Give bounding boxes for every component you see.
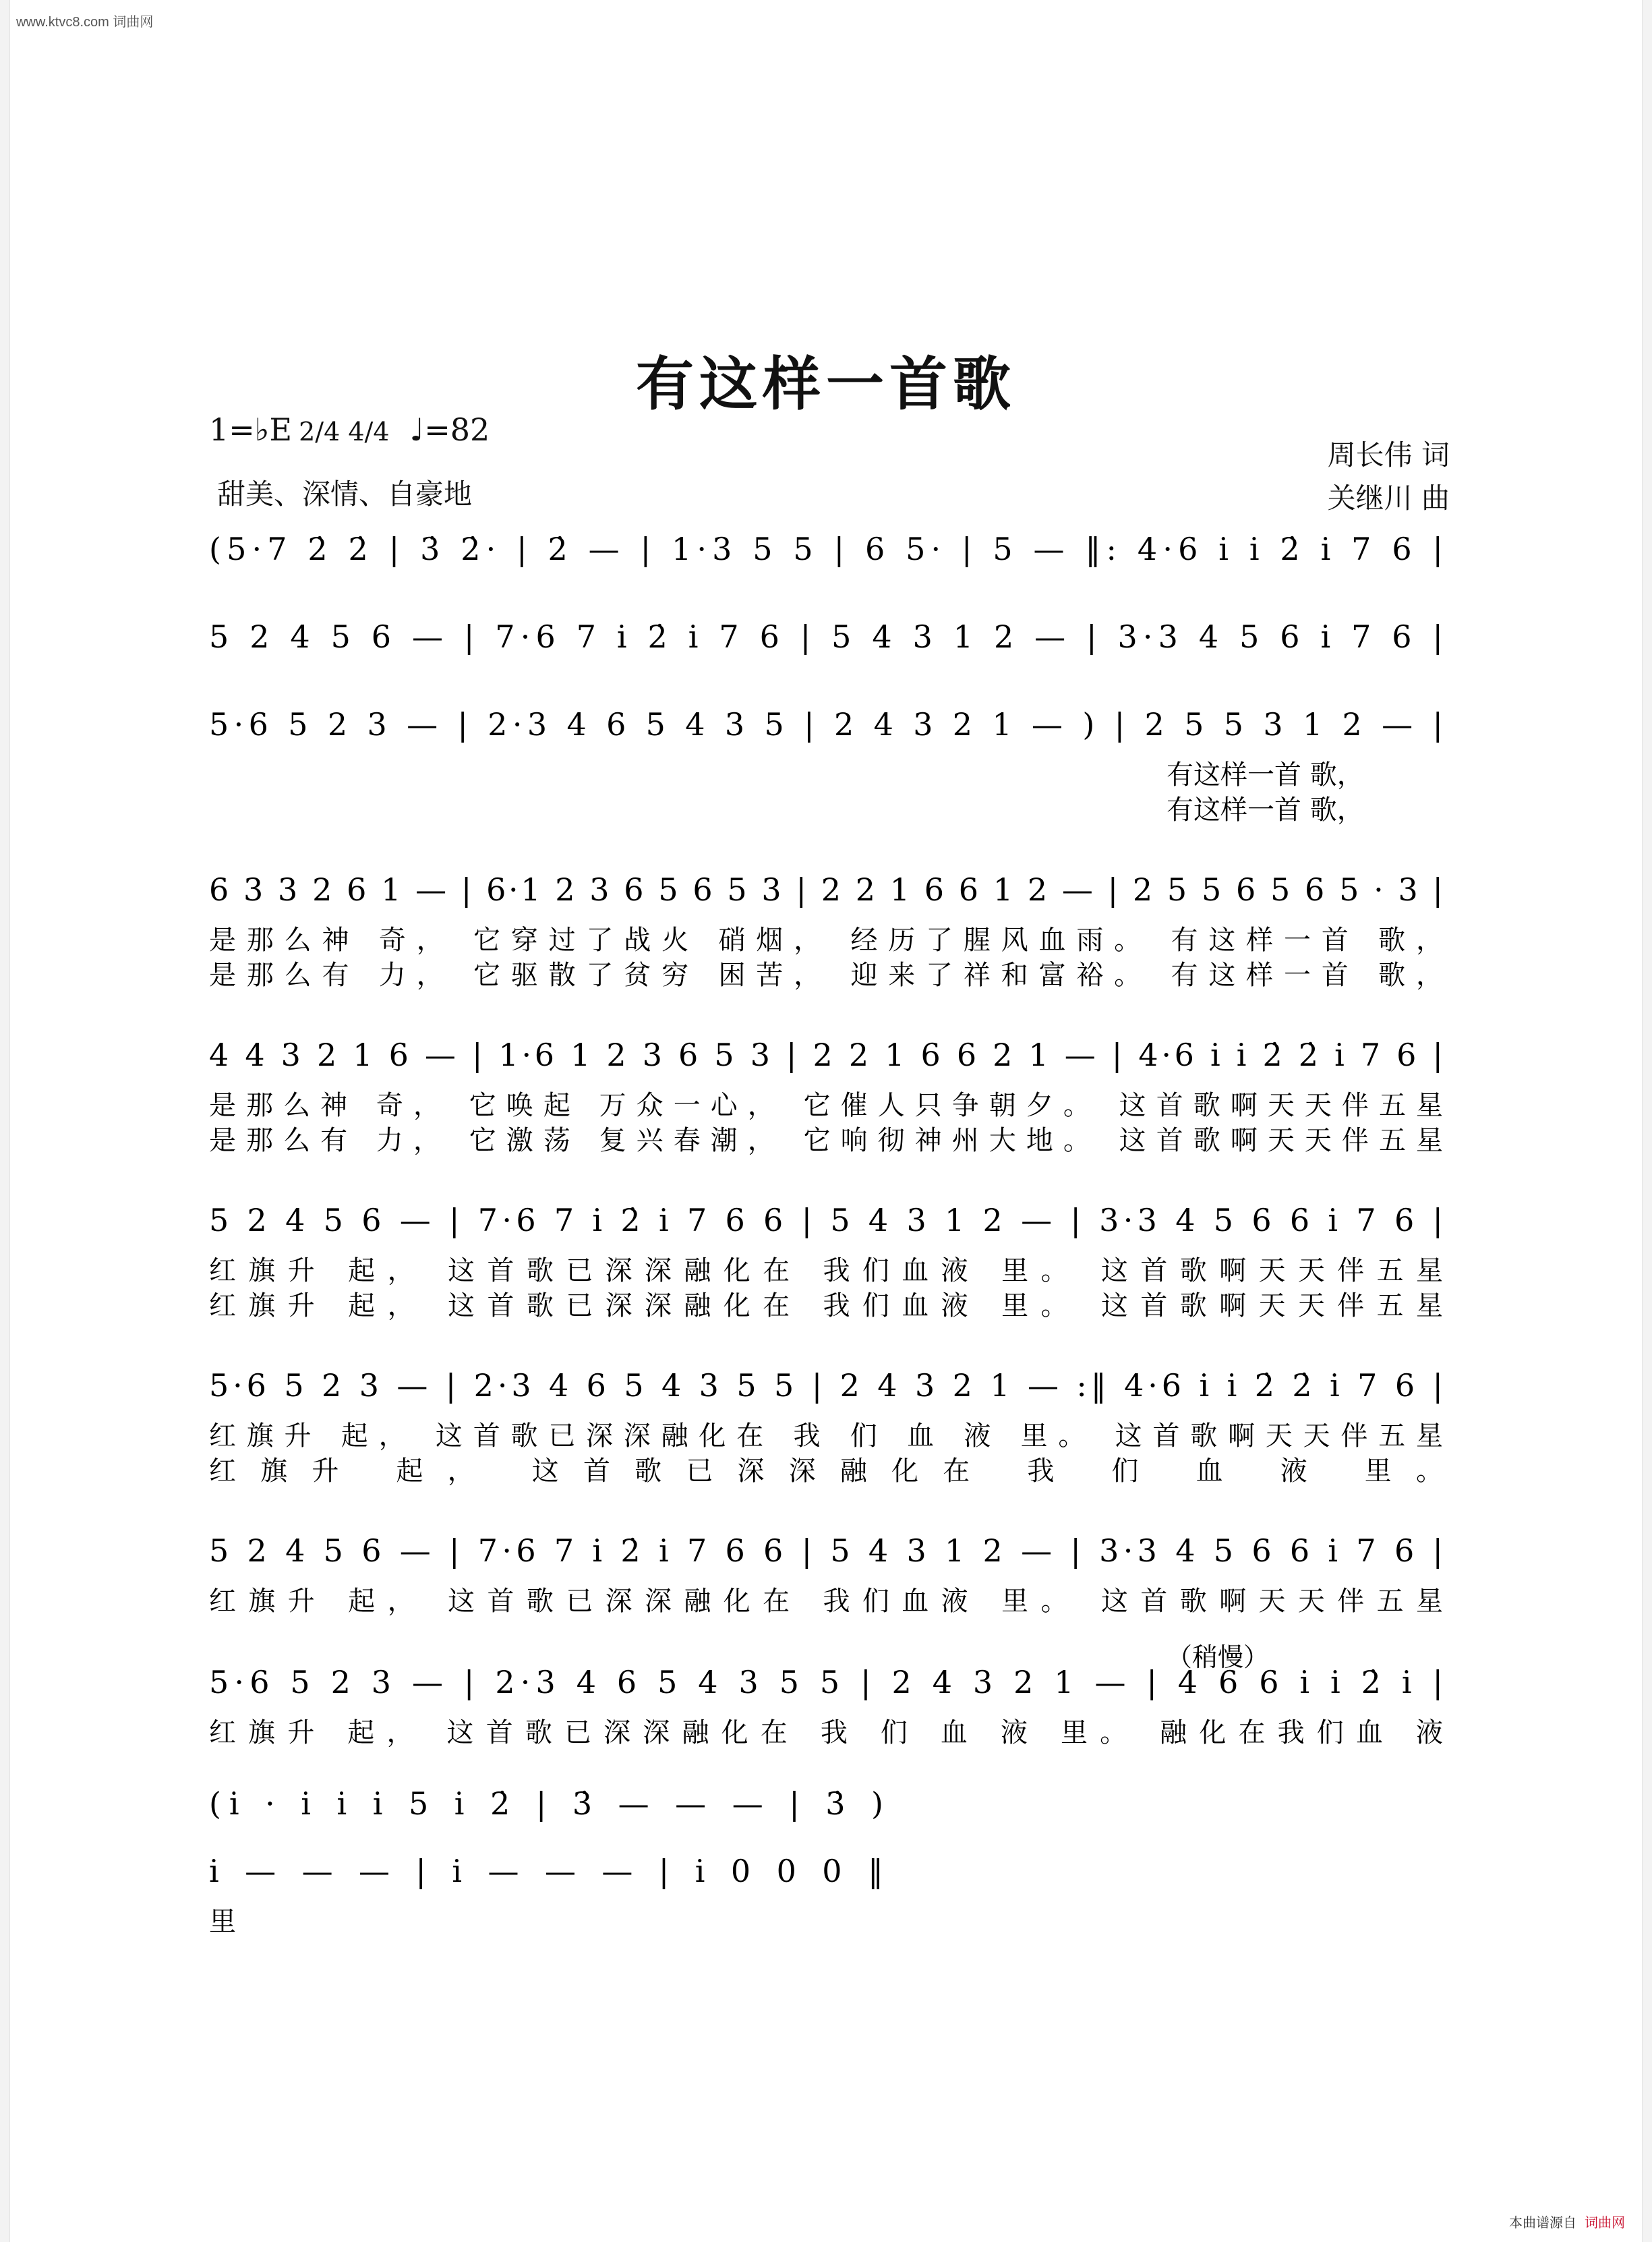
song-title: 有这样一首歌 [636, 350, 1016, 418]
key-label: 1=♭E [209, 411, 293, 448]
bottom-source-site: 词曲网 [1585, 2216, 1625, 2231]
meter-1: 2/4 [299, 417, 341, 447]
bottom-source-mark [1509, 2212, 1625, 2231]
tempo-mark: ♩=82 [409, 411, 490, 448]
score-line-2: 5 2 4 5 6 — | 7·6 7 i 2̇ i 7 6 | 5 4 3 1 2 — | 3·3 4 5 6 i 7 6 | [209, 619, 1444, 655]
lyric-line-4-2: 是那么有 力， 它驱散了贫穷 困苦， 迎来了祥和富裕。 有这样一首 歌， [209, 960, 1443, 991]
lyric-line-3-2: 有这样一首 歌， [1167, 795, 1364, 826]
score-line-3: 5·6 5 2 3 — | 2·3 4 6 5 4 3 5 | 2 4 3 2 1 — ) | 2 5 5 3 1 2 — | [209, 706, 1443, 743]
score-line-5: 4 4 3 2 1 6 — | 1·6 1 2 3 6 5 3 | 2 2 1 6 6 2 1 — | 4·6 i i 2̇ 2̇ i 7 6 | [209, 1037, 1443, 1073]
lyric-line-6-1: 红旗升 起， 这首歌已深深融化在 我们血液 里。 这首歌啊天天伴五星 [209, 1255, 1443, 1286]
lyric-line-8-1: 红旗升 起， 这首歌已深深融化在 我们血液 里。 这首歌啊天天伴五星 [209, 1586, 1443, 1617]
bottom-source-label: 本曲谱源自 [1509, 2216, 1576, 2231]
composer-credit: 关继川 曲 [1327, 482, 1450, 515]
lyric-line-3-1: 有这样一首 歌， [1167, 759, 1364, 791]
score-line-8: 5 2 4 5 6 — | 7·6 7 i 2̇ i 7 6 6 | 5 4 3 1 2 — | 3·3 4 5 6 6 i 7 6 | [209, 1532, 1443, 1569]
score-line-10: (i · i i i 5 i 2̇ | 3̇ — — — | 3̇ ) [209, 1785, 883, 1822]
lyric-line-5-1: 是那么神 奇， 它唤起 万众一心， 它催人只争朝夕。 这首歌啊天天伴五星 [209, 1090, 1444, 1121]
score-line-1: (5·7 2̇ 2̇ | 3̇ 2̇· | 2̇ — | 1·3 5 5 | 6 5· | 5 — ‖: 4·6 i i 2̇ i 7 6 | [209, 531, 1443, 567]
score-line-4: 6 3 3 2 6 1 — | 6·1 2 3 6 5 6 5 3 | 2 2 1 6 6 1 2 — | 2 5 5 6 5 6 5 · 3 | [209, 871, 1443, 908]
score-line-9: 5·6 5 2 3 — | 2·3 4 6 5 4 3 5 5 | 2 4 3 2 1 — | 4 6 6 i i 2̇ i | [209, 1664, 1444, 1700]
lyricist-credit: 周长伟 词 [1327, 438, 1450, 471]
lyric-line-9-1: 红旗升 起， 这首歌已深深融化在 我 们 血 液 里。 融化在我们血 液 [209, 1717, 1443, 1748]
score-line-11: i — — — | i — — — | i 0 0 0 ‖ [209, 1853, 883, 1889]
source-watermark: www.ktvc8.com 词曲网 [16, 15, 154, 30]
lyric-line-4-1: 是那么神 奇， 它穿过了战火 硝烟， 经历了腥风血雨。 有这样一首 歌， [209, 925, 1443, 956]
meter-2: 4/4 [348, 417, 390, 447]
score-line-6: 5 2 4 5 6 — | 7·6 7 i 2̇ i 7 6 6 | 5 4 3 1 2 — | 3·3 4 5 6 6 i 7 6 | [209, 1202, 1443, 1238]
lyric-line-11-1: 里 [209, 1906, 236, 1937]
expression-mark: 甜美、深情、自豪地 [217, 478, 473, 511]
lyric-line-5-2: 是那么有 力， 它激荡 复兴春潮， 它响彻神州大地。 这首歌啊天天伴五星 [209, 1125, 1444, 1156]
lyric-line-6-2: 红旗升 起， 这首歌已深深融化在 我们血液 里。 这首歌啊天天伴五星 [209, 1290, 1443, 1321]
score-line-7: 5·6 5 2 3 — | 2·3 4 6 5 4 3 5 5 | 2 4 3 2 1 — :‖ 4·6 i i 2̇ 2̇ i 7 6 | [209, 1367, 1443, 1404]
tempo-change-mark: （稍慢） [1167, 1642, 1270, 1672]
lyric-line-7-2: 红旗升 起， 这首歌已深深融化在 我 们 血 液 里。 [209, 1456, 1443, 1487]
lyric-line-7-1: 红旗升 起， 这首歌已深深融化在 我 们 血 液 里。 这首歌啊天天伴五星 [209, 1420, 1444, 1451]
